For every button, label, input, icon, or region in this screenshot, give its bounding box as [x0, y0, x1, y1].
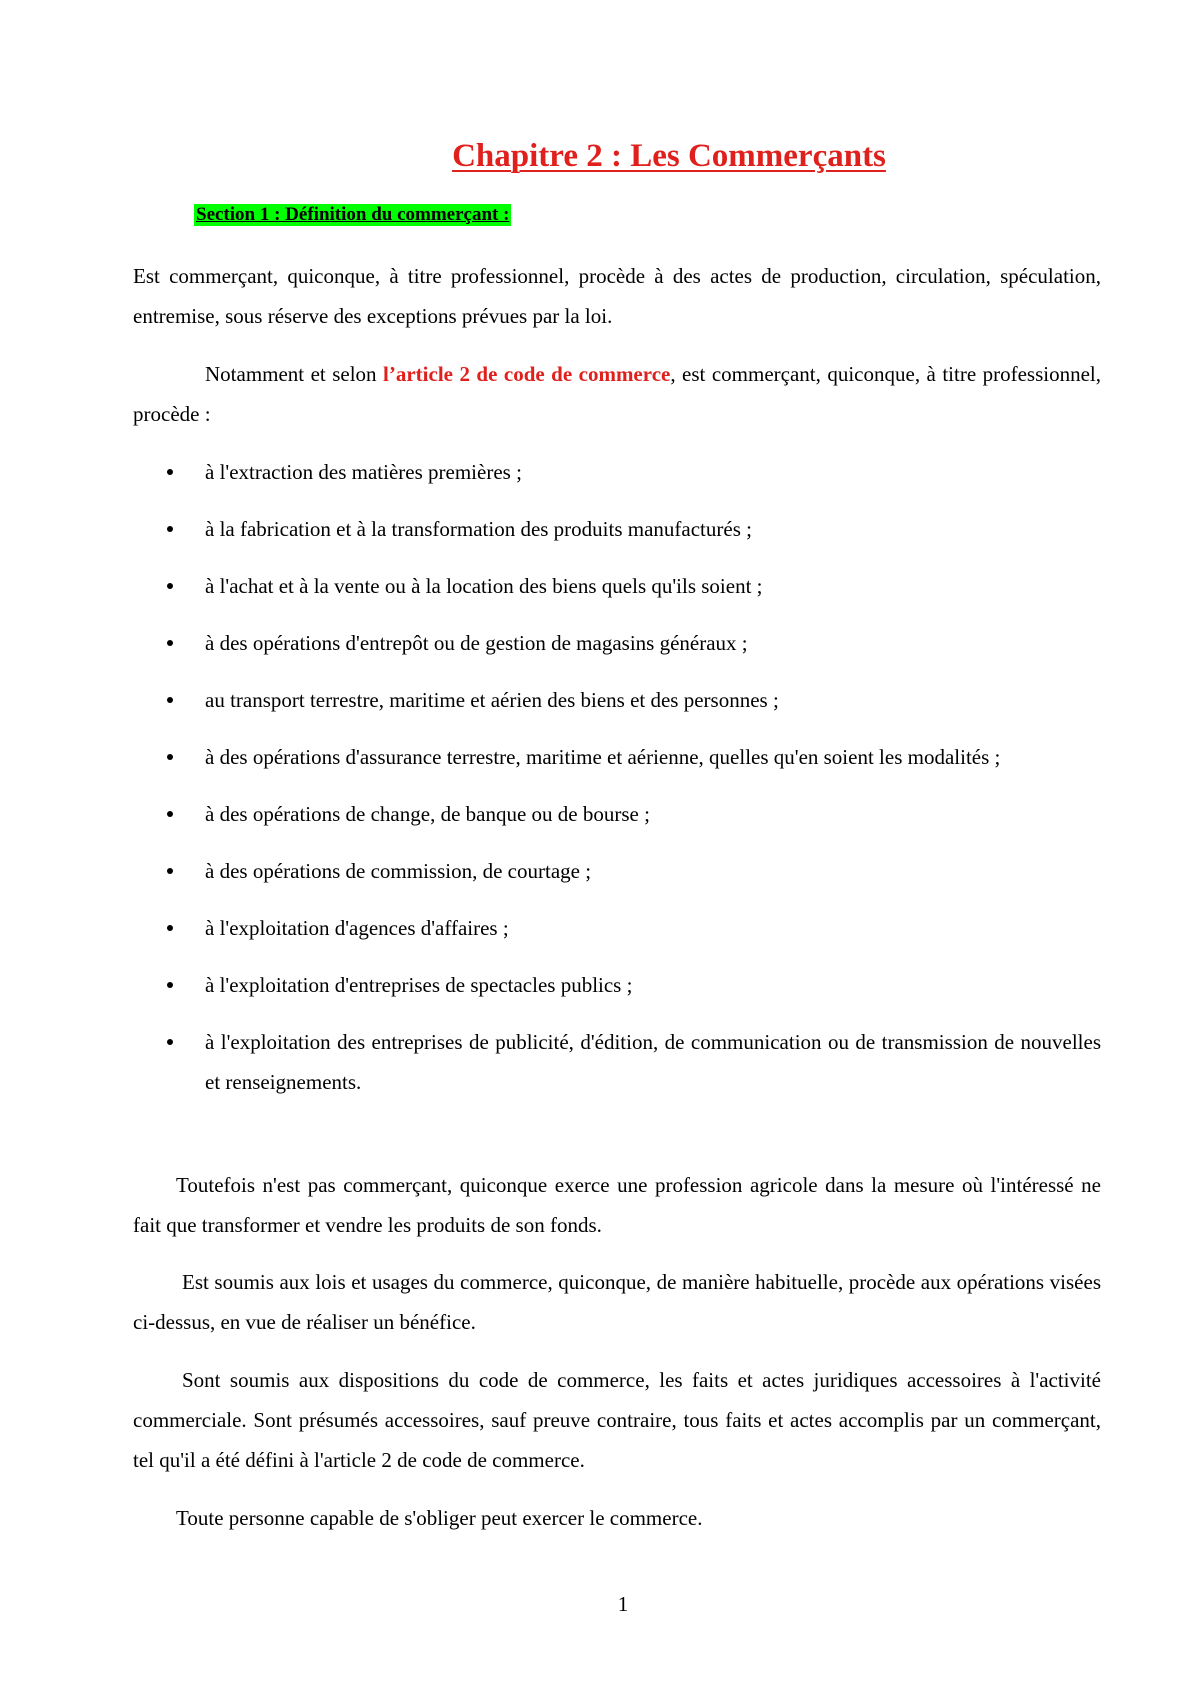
list-item — [133, 623, 1101, 663]
list-item-text: à l'exploitation des entreprises de publicité, d'édition, de communication ou de transmission de nouvelles et renseignements. — [205, 1030, 1101, 1094]
list-item-text: à l'exploitation d'agences d'affaires ; — [205, 916, 509, 940]
bullet-icon — [167, 697, 173, 703]
list-item-text: à des opérations d'assurance terrestre, maritime et aérienne, quelles qu'en soient les modalités ; — [205, 745, 1001, 769]
bullet-icon — [167, 868, 173, 874]
bullet-icon — [167, 811, 173, 817]
usages-paragraph: Est soumis aux lois et usages du commerce, quiconque, de manière habituelle, procède aux opérations visées ci-dessus, en vue de réaliser un bénéfice. — [133, 1270, 1101, 1334]
bullet-icon — [167, 583, 173, 589]
article-2-intro: Notamment et selon — [205, 362, 384, 386]
list-item — [133, 1022, 1101, 1102]
bullet-icon — [167, 469, 173, 475]
commercial-acts-list — [133, 452, 1101, 1119]
list-item — [133, 566, 1101, 606]
list-item-text: à des opérations de commission, de courtage ; — [205, 859, 592, 883]
list-item-text: à l'achat et à la vente ou à la location des biens quels qu'ils soient ; — [205, 574, 763, 598]
list-item-text: à des opérations de change, de banque ou de bourse ; — [205, 802, 650, 826]
definition-paragraph: Est commerçant, quiconque, à titre professionnel, procède à des actes de production, circulation, spéculation, entremise, sous réserve des exceptions prévues par la loi. — [133, 264, 1101, 328]
article-2-reference: l’article 2 de code de commerce — [383, 362, 671, 386]
list-item-text: à l'extraction des matières premières ; — [205, 460, 522, 484]
capacity-paragraph: Toute personne capable de s'obliger peut exercer le commerce. — [176, 1506, 703, 1530]
agricultural-exception-paragraph: Toutefois n'est pas commerçant, quiconque exerce une profession agricole dans la mesure où l'intéressé ne fait que transformer et vendre les produits de son fonds. — [133, 1173, 1101, 1237]
bullet-icon — [167, 526, 173, 532]
bullet-icon — [167, 982, 173, 988]
bullet-icon — [167, 925, 173, 931]
list-item-text: à des opérations d'entrepôt ou de gestion de magasins généraux ; — [205, 631, 748, 655]
article-2-continuation: , est commerçant, quiconque, à titre professionnel, procède : — [133, 362, 1101, 426]
list-item — [133, 851, 1101, 891]
article-2-paragraph — [133, 354, 1101, 434]
list-item — [133, 908, 1101, 948]
list-item — [133, 965, 1101, 1005]
bullet-icon — [167, 640, 173, 646]
bullet-icon — [167, 1039, 173, 1045]
accessory-acts-paragraph: Sont soumis aux dispositions du code de commerce, les faits et actes juridiques accessoires à l'activité commerciale. Sont présumés accessoires, sauf preuve contraire, tous faits et actes accomplis par un commerçant, tel qu'il a été défini à l'article 2 de code de commerce. — [133, 1368, 1101, 1472]
bullet-icon — [167, 754, 173, 760]
list-item-text: à la fabrication et à la transformation des produits manufacturés ; — [205, 517, 752, 541]
list-item — [133, 509, 1101, 549]
list-item-text: à l'exploitation d'entreprises de spectacles publics ; — [205, 973, 633, 997]
list-item — [133, 794, 1101, 834]
section-heading: Section 1 : Définition du commerçant : — [196, 204, 510, 225]
list-item-text: au transport terrestre, maritime et aérien des biens et des personnes ; — [205, 688, 779, 712]
list-item — [133, 737, 1101, 777]
list-item — [133, 452, 1101, 492]
list-item — [133, 680, 1101, 720]
page-number: 1 — [617, 1592, 629, 1616]
chapter-title: Chapitre 2 : Les Commerçants — [452, 138, 886, 174]
